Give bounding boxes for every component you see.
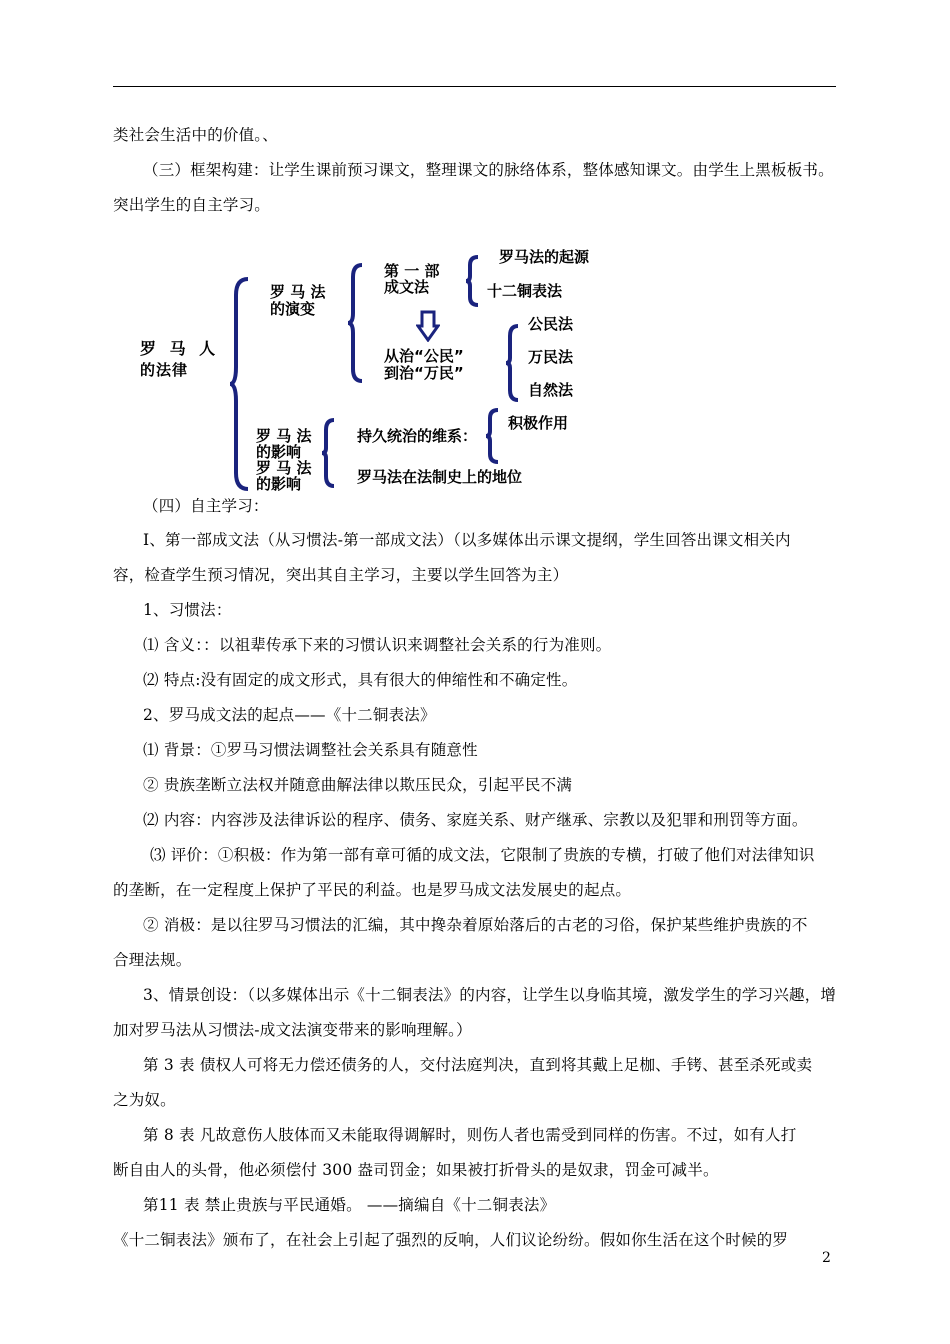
diagram-evolution-line2: 的演变 [270,300,316,318]
text-line: ⑴ 含义：：以祖辈传承下来的习惯认识来调整社会关系的行为准则。 [143,636,612,654]
diagram-civil-law: 公民法 [528,315,574,333]
diagram-legal-status: 罗马法在法制史上的地位 [357,468,523,486]
text-line: 的垄断，在一定程度上保护了平民的利益。也是罗马成文法发展史的起点。 [113,881,632,899]
diagram-positive: 积极作用 [508,414,569,432]
diagram-influence-a-line2: 的影响 [256,443,302,461]
diagram-long-rule: 持久统治的维系： [357,427,478,445]
diagram-shift-line1: 从治“公民” [384,347,464,365]
text-line: 突出学生的自主学习。 [113,196,271,214]
text-line: 之为奴。 [113,1091,176,1109]
influence-brace [320,418,336,488]
down-arrow-icon [416,310,440,342]
diagram-influence-b-line1: 罗 马 法 [256,459,312,477]
text-line: 3、情景创设：（以多媒体出示《十二铜表法》的内容，让学生以身临其境，激发学生的学习兴趣，增 [143,986,837,1004]
diagram-law-of-nations: 万民法 [528,348,574,366]
diagram-origin: 罗马法的起源 [499,248,590,266]
diagram-first-code-line1: 第 一 部 [384,262,440,280]
text-line: 第 3 表 债权人可将无力偿还债务的人，交付法庭判决，直到将其戴上足枷、手铐、甚至杀死或卖 [143,1056,813,1074]
diagram-influence-a-line1: 罗 马 法 [256,427,312,445]
diagram-first-code-line2: 成文法 [384,278,430,296]
text-line: 加对罗马法从习惯法-成文法演变带来的影响理解。） [113,1021,472,1039]
framework-diagram [0,240,950,500]
diagram-evolution-line1: 罗 马 法 [270,283,326,301]
diagram-root-line2: 的法律 [140,361,189,379]
text-line: ⑵ 内容：内容涉及法律诉讼的程序、债务、家庭关系、财产继承、宗教以及犯罪和刑罚等方面。 [143,811,808,829]
text-line: ② 消极：是以往罗马习惯法的汇编，其中搀杂着原始落后的古老的习俗，保护某些维护贵族的不 [143,916,808,934]
text-line: 合理法规。 [113,951,192,969]
diagram-twelve-tables: 十二铜表法 [487,282,563,300]
page-number: 2 [822,1250,831,1266]
text-line: （三）框架构建：让学生课前预习课文，整理课文的脉络体系，整体感知课文。由学生上黑板板书。 [143,161,834,179]
text-line: 类社会生活中的价值。、 [113,126,278,144]
text-line: （四）自主学习： [143,497,269,515]
diagram-root-line1: 罗 马 人 [140,339,220,358]
long-rule-brace [484,408,500,464]
root-brace [228,277,250,491]
evolution-brace [346,263,364,383]
shift-brace [504,324,520,402]
text-line: 《十二铜表法》颁布了，在社会上引起了强烈的反响，人们议论纷纷。假如你生活在这个时候的罗 [113,1231,789,1249]
text-line: 1、习惯法： [143,601,232,619]
header-rule [113,86,836,87]
text-line: 第11 表 禁止贵族与平民通婚。 ——摘编自《十二铜表法》 [143,1196,556,1214]
text-line: ⑶ 评价：①积极：作为第一部有章可循的成文法，它限制了贵族的专横，打破了他们对法律知识 [150,846,815,864]
text-line: Ⅰ、第一部成文法（从习惯法-第一部成文法）（以多媒体出示课文提纲，学生回答出课文相关内 [143,531,791,549]
text-line: 2、罗马成文法的起点——《十二铜表法》 [143,706,436,724]
text-line: ⑴ 背景：①罗马习惯法调整社会关系具有随意性 [143,741,478,759]
text-line: 第 8 表 凡故意伤人肢体而又未能取得调解时，则伤人者也需受到同样的伤害。不过，如有人打 [143,1126,797,1144]
diagram-influence-b-line2: 的影响 [256,475,302,493]
diagram-shift-line2: 到治“万民” [384,364,464,382]
text-line: 容，检查学生预习情况，突出其自主学习，主要以学生回答为主） [113,566,569,584]
text-line: ② 贵族垄断立法权并随意曲解法律以欺压民众，引起平民不满 [143,776,573,794]
text-line: ⑵ 特点:没有固定的成文形式，具有很大的伸缩性和不确定性。 [143,671,578,689]
diagram-natural-law: 自然法 [528,381,574,399]
text-line: 断自由人的头骨，他必须偿付 300 盎司罚金；如果被打折骨头的是奴隶，罚金可减半。 [113,1161,719,1179]
first-code-brace [464,255,480,307]
